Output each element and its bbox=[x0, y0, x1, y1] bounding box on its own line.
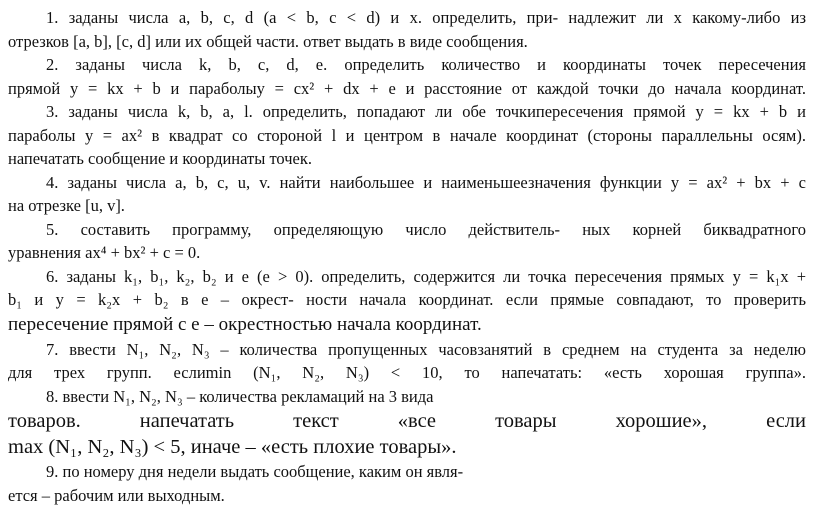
text-line: 9. по номеру дня недели выдать сообщение, каким он явля- bbox=[8, 460, 806, 484]
text-line: напечатать сообщение и координаты точек. bbox=[8, 147, 806, 171]
text-line: max (N₁, N₂, N₃) < 5, иначе – «есть плохие товары». bbox=[8, 434, 806, 460]
task-list bbox=[8, 6, 806, 507]
text-line: для трех групп. еслиmin (N₁, N₂, N₃) < 10, то напечатать: «есть хорошая группа». bbox=[8, 361, 806, 385]
text-line: уравнения ax⁴ + bx² + c = 0. bbox=[8, 241, 806, 265]
text-line: пересечение прямой с e – окрестностью начала координат. bbox=[8, 312, 806, 338]
text-line: b₁ и y = k₂x + b₂ в e – окрест- ности начала координат. если прямые совпадают, то проверить bbox=[8, 288, 806, 312]
text-line: 2. заданы числа k, b, c, d, e. определить количество и координаты точек пересечения bbox=[8, 53, 806, 77]
text-line: 5. составить программу, определяющую число действитель- ных корней биквадратного bbox=[8, 218, 806, 242]
text-line: 3. заданы числа k, b, a, l. определить, попадают ли обе точкипересечения прямой y = kx + b и bbox=[8, 100, 806, 124]
text-line: ется – рабочим или выходным. bbox=[8, 484, 806, 507]
text-line: на отрезке [u, v]. bbox=[8, 194, 806, 218]
text-line: прямой y = kx + b и параболыy = cx² + dx + e и расстояние от каждой точки до начала координат. bbox=[8, 77, 806, 101]
text-line: отрезков [a, b], [c, d] или их общей части. ответ выдать в виде сообщения. bbox=[8, 30, 806, 54]
text-line: параболы y = ax² в квадрат со стороной l и центром в начале координат (стороны параллельны осям). bbox=[8, 124, 806, 148]
text-line: 7. ввести N₁, N₂, N₃ – количества пропущенных часовзанятий в среднем на студента за неделю bbox=[8, 338, 806, 362]
text-line: 6. заданы k₁, b₁, k₂, b₂ и e (e > 0). определить, содержится ли точка пересечения прямых y = k₁x + bbox=[8, 265, 806, 289]
text-line: товаров. напечатать текст «все товары хорошие», если bbox=[8, 408, 806, 434]
text-line: 4. заданы числа a, b, c, u, v. найти наибольшее и наименьшеезначения функции y = ax² + bx + c bbox=[8, 171, 806, 195]
text-line: 1. заданы числа a, b, c, d (a < b, c < d) и x. определить, при- надлежит ли x какому-либо из bbox=[8, 6, 806, 30]
text-line: 8. ввести N₁, N₂, N₃ – количества рекламаций на 3 вида bbox=[8, 385, 806, 409]
